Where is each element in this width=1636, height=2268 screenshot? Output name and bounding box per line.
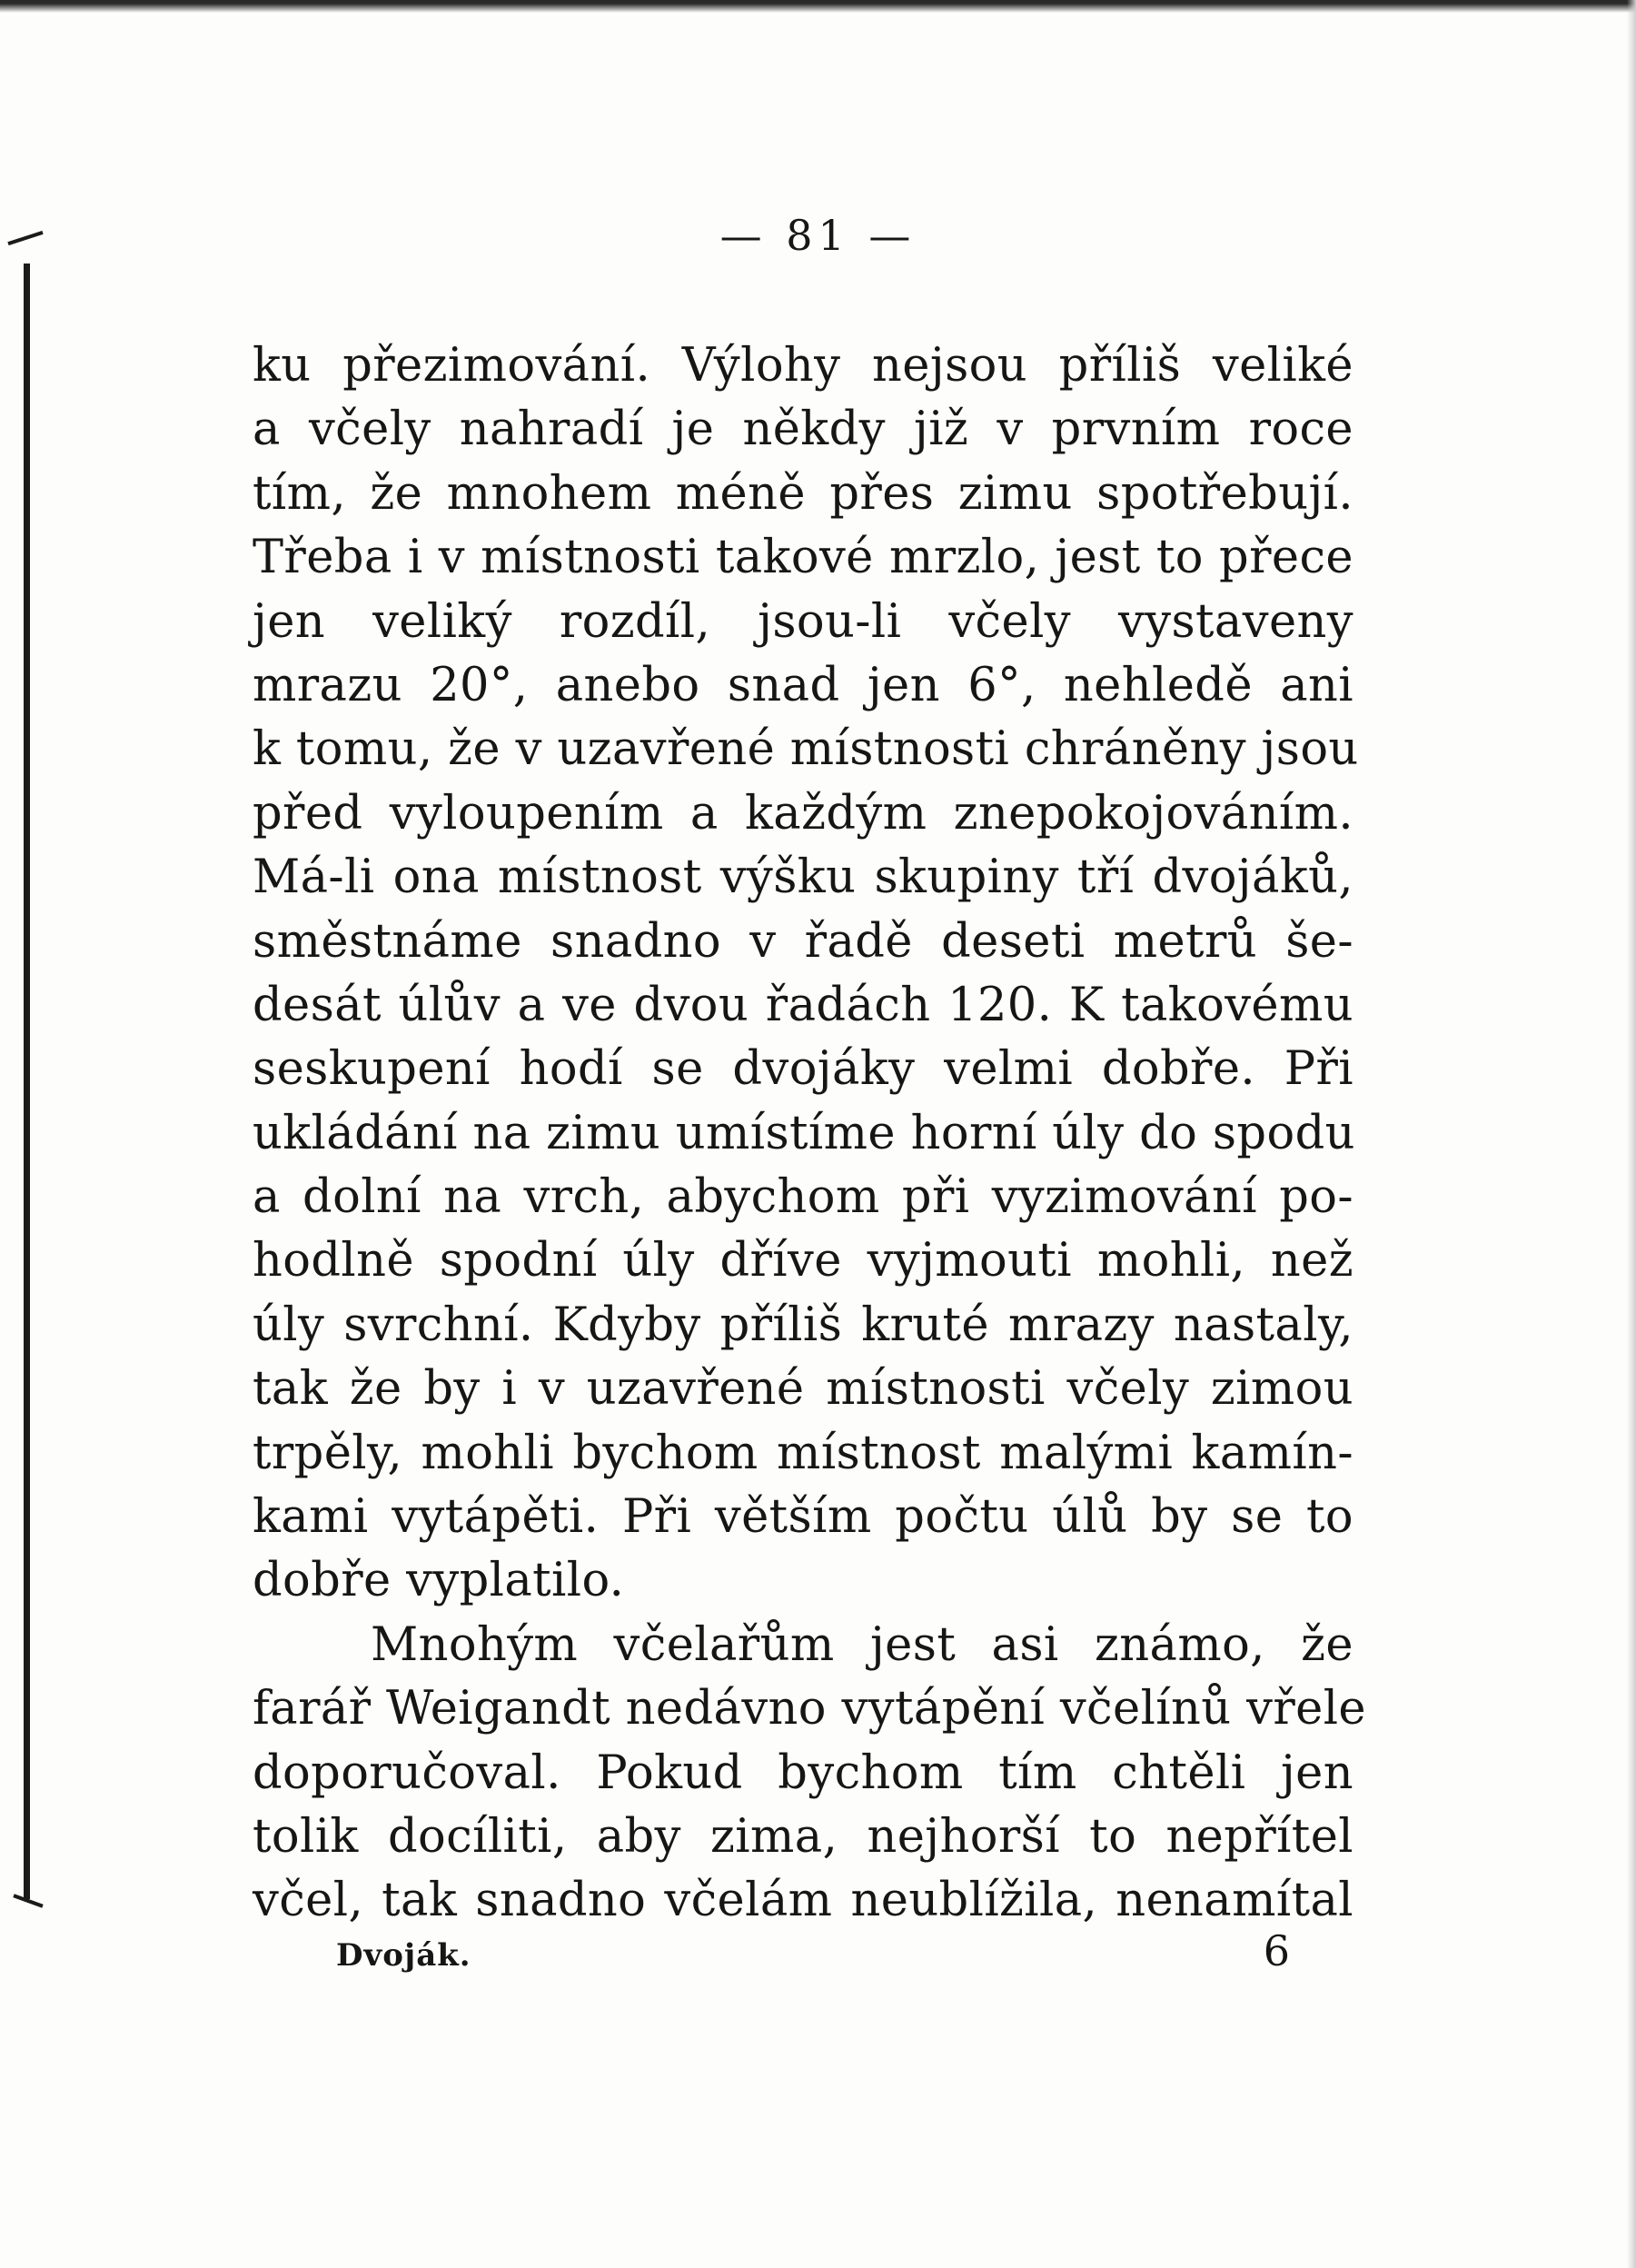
text-line: a včely nahradí je někdy již v prvním roce: [253, 403, 1353, 457]
text-line: včel, tak snadno včelám neublížila, nenamítal: [253, 1874, 1353, 1928]
scan-top-edge: [0, 0, 1636, 16]
text-line: Má-li ona místnost výšku skupiny tří dvojáků,: [253, 850, 1353, 905]
text-line: doporučoval. Pokud bychom tím chtěli jen: [253, 1746, 1353, 1800]
text-line: jen veliký rozdíl, jsou-li včely vystaveny: [253, 594, 1353, 649]
text-line: k tomu, že v uzavřené místnosti chráněny jsou: [253, 722, 1359, 777]
text-line: hodlně spodní úly dříve vyjmouti mohli, než: [253, 1234, 1353, 1288]
text-line: trpěly, mohli bychom místnost malými kamín-: [253, 1426, 1353, 1480]
text-line: a dolní na vrch, abychom při vyzimování po-: [253, 1170, 1353, 1225]
text-line: ku přezimování. Výlohy nejsou příliš veliké: [253, 339, 1353, 393]
body-text: [253, 334, 1366, 1934]
text-line: směstnáme snadno v řadě deseti metrů še-: [253, 914, 1353, 969]
sheet-number: 6: [1263, 1926, 1290, 1975]
scan-right-edge: [1627, 0, 1636, 2268]
text-line: Třeba i v místnosti takové mrzlo, jest to přece: [253, 531, 1353, 585]
text-line: tím, že mnohem méně přes zimu spotřebují.: [253, 466, 1353, 521]
text-line: Mnohým včelařům jest asi známo, že: [371, 1617, 1353, 1672]
text-line: ukládání na zimu umístíme horní úly do spodu: [253, 1106, 1355, 1160]
text-line: tak že by i v uzavřené místnosti včely zimou: [253, 1362, 1353, 1417]
page-number-header: — 81 —: [719, 211, 917, 260]
text-line: desát úlův a ve dvou řadách 120. K takovému: [253, 978, 1353, 1032]
text-line: úly svrchní. Kdyby příliš kruté mrazy nastaly,: [253, 1298, 1353, 1352]
page-footer: [336, 1926, 1290, 1975]
text-line: tolik docíliti, aby zima, nejhorší to nepřítel: [253, 1809, 1353, 1864]
text-line: seskupení hodí se dvojáky velmi dobře. Při: [253, 1042, 1353, 1097]
text-line: farář Weigandt nedávno vytápění včelínů vřele: [253, 1682, 1366, 1736]
text-line: kami vytápěti. Při větším počtu úlů by se to: [253, 1490, 1353, 1545]
text-line: před vyloupením a každým znepokojováním.: [253, 786, 1353, 841]
binding-edge-line: [24, 264, 30, 1899]
text-line: dobře vyplatilo.: [253, 1554, 625, 1608]
text-line: mrazu 20°, anebo snad jen 6°, nehledě ani: [253, 658, 1353, 712]
signature-mark: Dvoják.: [336, 1937, 471, 1974]
